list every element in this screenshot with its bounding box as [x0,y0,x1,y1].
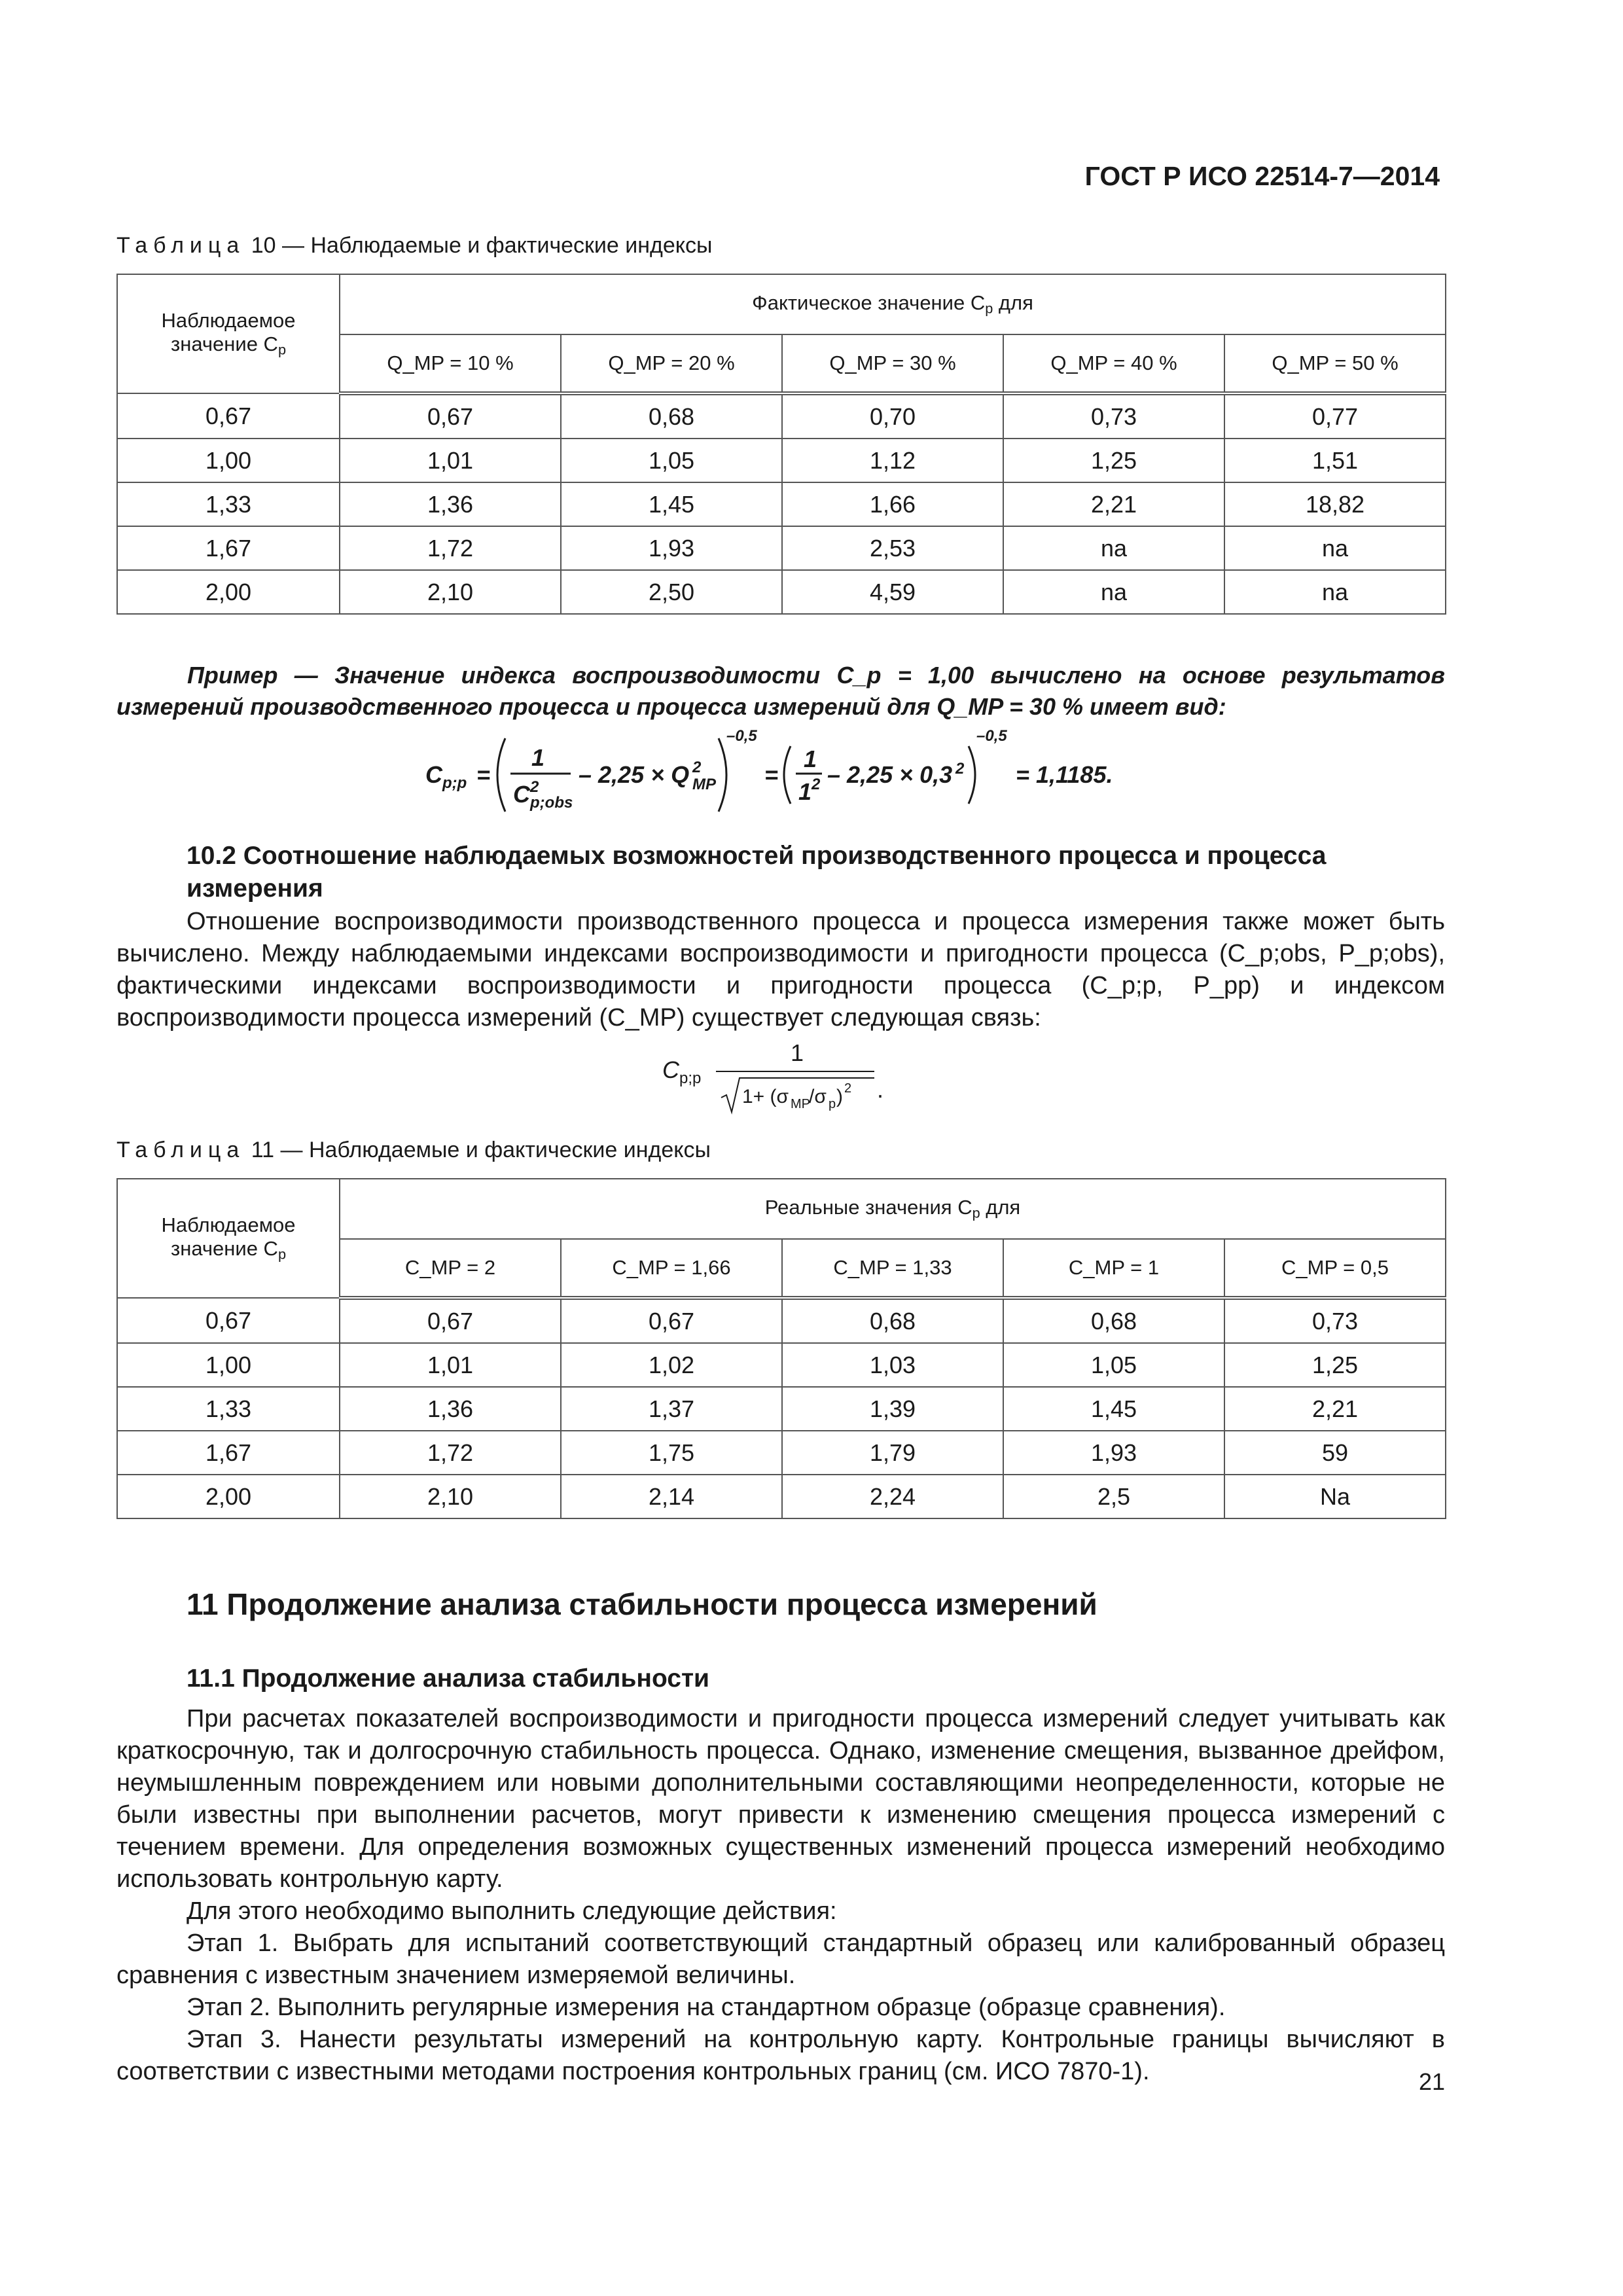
table-cell: 4,59 [782,570,1003,614]
section-10-2-paragraph [116,906,1445,1034]
svg-text:2: 2 [530,778,539,796]
table-cell: 1,25 [1224,1343,1446,1387]
svg-text:1: 1 [804,745,817,772]
section-11-heading: 11 Продолжение анализа стабильности процесса измерений [187,1587,1097,1621]
table10-observed-header: Наблюдаемое значение $C_p$ [117,274,340,393]
example-line-2: измерений производственного процесса и процесса измерений для Q_MP = 30 % имеет вид: [116,693,1226,720]
svg-text:2: 2 [844,1081,852,1096]
table-cell: 1,36 [340,482,561,526]
table10-subheader: Q_MP = 30 % [782,334,1003,393]
table-cell: 2,53 [782,526,1003,570]
table-row [117,482,1446,526]
svg-text:C: C [662,1056,679,1083]
table-cell: 1,33 [117,482,340,526]
table-cell: 1,67 [117,1431,340,1475]
table-cell: 1,79 [782,1431,1003,1475]
table11-caption-title: 11 — Наблюдаемые и фактические индексы [245,1138,711,1162]
section-10-2-heading: 10.2 Соотношение наблюдаемых возможностей производственного процесса и процесса измерения [187,842,1327,903]
table-cell: 1,12 [782,439,1003,482]
table10-caption-word: Таблица [116,233,245,258]
table-cell: 1,45 [561,482,782,526]
table-cell: 2,50 [561,570,782,614]
table-cell: 1,01 [340,1343,561,1387]
table11-subheader: C_MP = 1,66 [561,1239,782,1298]
table-cell: 0,67 [561,1298,782,1343]
table-row [117,1298,1446,1343]
table-cell: 1,25 [1003,439,1224,482]
table11-subheader: C_MP = 1 [1003,1239,1224,1298]
svg-text:2: 2 [955,760,965,778]
document-code: ГОСТ Р ИСО 22514-7—2014 [1084,161,1440,191]
table-row [117,1475,1446,1518]
table-cell: 1,36 [340,1387,561,1431]
table-cell: 1,72 [340,526,561,570]
svg-text:1: 1 [798,778,812,805]
table-11 [116,1178,1446,1519]
table10-subheader: Q_MP = 40 % [1003,334,1224,393]
table-cell: 1,00 [117,1343,340,1387]
table-cell: 1,05 [1003,1343,1224,1387]
table11-subheader: C_MP = 1,33 [782,1239,1003,1298]
svg-text:– 2,25 × Q: – 2,25 × Q [579,761,690,788]
table-cell: Na [1224,1475,1446,1518]
page-number: 21 [1418,2068,1445,2095]
table-cell: na [1224,526,1446,570]
table-cell: 1,01 [340,439,561,482]
table-cell: 2,00 [117,1475,340,1518]
example-line-1: Пример — Значение индекса воспроизводимости C_p = 1,00 вычислено на основе результатов [187,662,1445,689]
table-cell: 2,10 [340,1475,561,1518]
table-row [117,1431,1446,1475]
svg-text:–0,5: –0,5 [726,727,757,745]
table-cell: 1,75 [561,1431,782,1475]
table-cell: 0,70 [782,393,1003,439]
table-cell: 0,77 [1224,393,1446,439]
table-cell: 0,73 [1224,1298,1446,1343]
svg-text:): ) [836,1086,843,1107]
table-cell: 1,93 [561,526,782,570]
table-cell: 2,21 [1003,482,1224,526]
svg-text:1: 1 [791,1039,804,1066]
table-cell: 1,67 [117,526,340,570]
table-cell: 0,67 [340,393,561,439]
svg-text:/σ: /σ [809,1086,827,1107]
table-cell: 1,33 [117,1387,340,1431]
table-row [117,1343,1446,1387]
table-cell: 0,73 [1003,393,1224,439]
table-cell: 1,66 [782,482,1003,526]
table-cell: 0,68 [561,393,782,439]
table-cell: 2,21 [1224,1387,1446,1431]
table-row [117,393,1446,439]
table-cell: na [1003,526,1224,570]
capability-formula [661,1037,923,1122]
svg-text:2: 2 [812,776,821,793]
table-cell: 0,67 [117,1298,340,1343]
table-cell: 1,03 [782,1343,1003,1387]
table-cell: 1,05 [561,439,782,482]
table10-subheader: Q_MP = 20 % [561,334,782,393]
table10-subheader: Q_MP = 50 % [1224,334,1446,393]
table-cell: 1,72 [340,1431,561,1475]
paragraph: Этап 2. Выполнить регулярные измерения на стандартном образце (образце сравнения). [187,1994,1226,2021]
table11-caption [116,1138,711,1163]
table-row [117,1387,1446,1431]
table-cell: 1,39 [782,1387,1003,1431]
svg-text:– 2,25 × 0,3: – 2,25 × 0,3 [827,761,953,788]
table-cell: 18,82 [1224,482,1446,526]
paragraph: Для этого необходимо выполнить следующие действия: [187,1897,837,1925]
table-cell: 1,37 [561,1387,782,1431]
svg-text:p;p: p;p [442,774,467,792]
svg-text:p;obs: p;obs [530,794,573,812]
paragraph: При расчетах показателей воспроизводимости и пригодности процесса измерений следует учитывать как краткосрочную, так и долгосрочную стабильность процесса. Однако, изменение смещения, вызванное дрейфом, неумышленным повреждением или новыми дополнительными составляющими неопределенности, которые не были известны при выполнении расчетов, могут привести к изменению смещения процесса измерений с течением времени. Для определения возможных существенных изменений процесса измерений необходимо использовать контрольную карту. [116,1705,1445,1893]
table-cell: 2,14 [561,1475,782,1518]
table-row [117,526,1446,570]
svg-text:p;p: p;p [679,1069,702,1087]
section-11-1-body [116,1703,1445,2088]
svg-text:=: = [476,761,491,788]
paragraph: Этап 3. Нанести результаты измерений на контрольную карту. Контрольные границы вычисляют в соответствии с известными методами построения контрольных границ (см. ИСО 7870-1). [116,2026,1445,2085]
table11-caption-word: Таблица [116,1138,245,1162]
table-cell: 59 [1224,1431,1446,1475]
table11-subheader: C_MP = 2 [340,1239,561,1298]
svg-text:.: . [877,1076,884,1103]
section-11-1-heading: 11.1 Продолжение анализа стабильности [187,1664,710,1693]
table-cell: 0,68 [1003,1298,1224,1343]
paragraph: Отношение воспроизводимости производственного процесса и процесса измерения также может быть вычислено. Между наблюдаемыми индексами воспроизводимости и пригодности процесса (C_p;obs, P_p;obs), фактическими индексами воспроизводимости и пригодности процесса (C_p;p, P_pp) и индексом воспроизводимости процесса измерений (C_MP) существует следующая связь: [116,908,1445,1031]
svg-text:2: 2 [692,759,702,776]
paragraph: Этап 1. Выбрать для испытаний соответствующий стандартный образец или калиброванный образец сравнения с известным значением измеряемой величины. [116,1929,1445,1989]
table-cell: 0,68 [782,1298,1003,1343]
svg-text:MP: MP [692,776,716,793]
svg-text:MP: MP [791,1097,810,1111]
table-cell: 1,51 [1224,439,1446,482]
table10-subheader: Q_MP = 10 % [340,334,561,393]
table-cell: 0,67 [117,393,340,439]
table-cell: 2,10 [340,570,561,614]
table11-subheader: C_MP = 0,5 [1224,1239,1446,1298]
svg-text:–0,5: –0,5 [976,727,1007,745]
svg-text:p: p [829,1097,836,1111]
table-cell: 0,67 [340,1298,561,1343]
svg-text:= 1,1185.: = 1,1185. [1016,761,1113,788]
table-row [117,570,1446,614]
table10-group-header: Фактическое значение $C_p$ для [340,274,1446,334]
table-cell: na [1224,570,1446,614]
svg-text:1: 1 [531,744,545,771]
example-formula [419,726,1204,825]
table-cell: 2,5 [1003,1475,1224,1518]
table-cell: 2,24 [782,1475,1003,1518]
example-text [116,660,1445,723]
table-cell: 1,00 [117,439,340,482]
table11-observed-header: Наблюдаемое значение $C_p$ [117,1179,340,1298]
svg-text:=: = [764,761,779,788]
table-10 [116,274,1446,615]
svg-text:1+ (σ: 1+ (σ [742,1086,789,1107]
table-cell: 1,45 [1003,1387,1224,1431]
table-cell: 1,93 [1003,1431,1224,1475]
table11-group-header: Реальные значения $C_p$ для [340,1179,1446,1239]
svg-text:C: C [425,761,442,788]
table-cell: na [1003,570,1224,614]
table-row [117,439,1446,482]
table-cell: 2,00 [117,570,340,614]
table10-caption [116,233,713,259]
svg-text:C: C [513,781,530,808]
table-cell: 1,02 [561,1343,782,1387]
table10-caption-title: 10 — Наблюдаемые и фактические индексы [245,233,713,258]
